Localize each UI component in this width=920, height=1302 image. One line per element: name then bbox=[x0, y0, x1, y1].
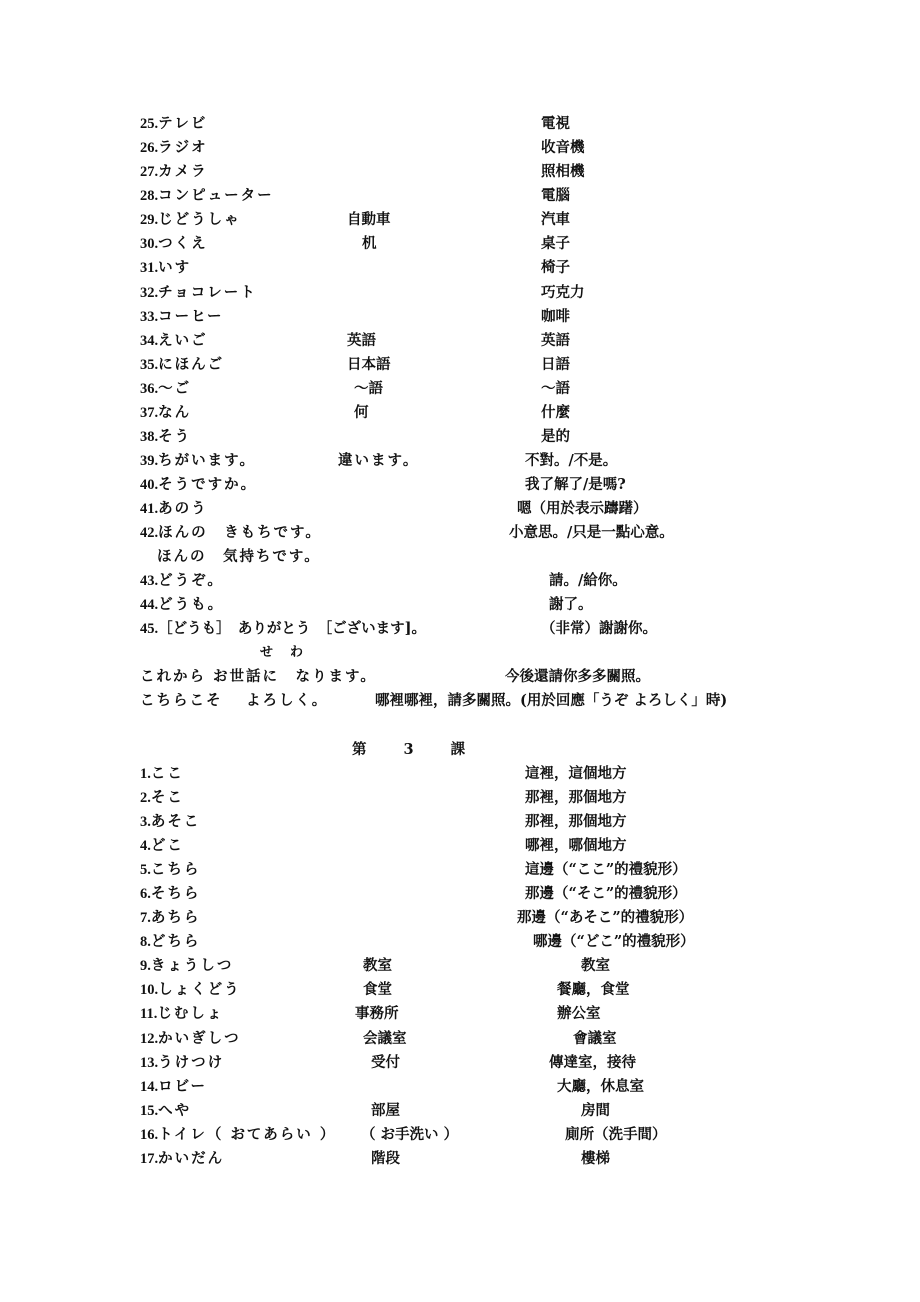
vocab-row bbox=[140, 812, 200, 832]
item-meaning: 什麼 bbox=[541, 404, 570, 421]
item-kana: そこ bbox=[150, 789, 184, 806]
item-number: 16. bbox=[140, 1127, 159, 1143]
vocab-row bbox=[140, 114, 207, 134]
item-kana: あちら bbox=[150, 909, 201, 926]
item-kanji: 英語 bbox=[347, 332, 376, 349]
item-kanji: 階段 bbox=[371, 1150, 400, 1167]
vocab-row bbox=[140, 860, 200, 880]
item-meaning: 餐廳，食堂 bbox=[557, 981, 630, 998]
vocab-row bbox=[140, 499, 208, 519]
item-meaning: 汽車 bbox=[541, 211, 570, 228]
item-meaning: ～語 bbox=[541, 380, 570, 397]
vocab-row bbox=[140, 836, 184, 856]
item-kana: どちら bbox=[150, 933, 201, 950]
item-kana: かいだん bbox=[158, 1150, 225, 1167]
item-meaning: 我了解了/是嗎? bbox=[525, 476, 626, 493]
vocab-row bbox=[140, 619, 426, 639]
vocab-row bbox=[140, 162, 208, 182]
item-meaning: 廁所（洗手間） bbox=[565, 1126, 667, 1143]
item-meaning: 這邊（“ここ”的禮貌形） bbox=[525, 861, 687, 878]
vocab-row bbox=[140, 258, 191, 278]
item-kanji-continuation: ほんの 気持ちです。 bbox=[157, 548, 321, 565]
item-meaning: 英語 bbox=[541, 332, 570, 349]
item-number: 35. bbox=[140, 357, 159, 373]
vocab-row bbox=[140, 403, 191, 423]
item-meaning: 樓梯 bbox=[581, 1150, 610, 1167]
item-meaning: 桌子 bbox=[541, 235, 570, 252]
item-kana: トイレ（ おてあらい ） bbox=[158, 1126, 337, 1143]
item-number: 1. bbox=[140, 766, 151, 782]
item-number: 13. bbox=[140, 1055, 159, 1071]
item-kanji: 受付 bbox=[371, 1054, 400, 1071]
vocab-row bbox=[140, 523, 322, 543]
item-number: 39. bbox=[140, 453, 159, 469]
item-kana: ロビー bbox=[158, 1078, 208, 1095]
vocab-row bbox=[140, 980, 241, 1000]
item-kana: ラジオ bbox=[158, 139, 208, 156]
item-meaning: 不對。/不是。 bbox=[525, 452, 618, 469]
item-meaning: 請。/給你。 bbox=[549, 572, 627, 589]
vocab-row bbox=[140, 1004, 223, 1024]
item-number: 33. bbox=[140, 309, 159, 325]
item-number: 9. bbox=[140, 958, 151, 974]
item-kana: そうですか。 bbox=[158, 476, 258, 493]
vocab-row bbox=[140, 1077, 207, 1097]
item-kanji: ～語 bbox=[354, 380, 383, 397]
item-number: 28. bbox=[140, 188, 159, 204]
item-number: 26. bbox=[140, 140, 159, 156]
item-number: 45. bbox=[140, 621, 159, 637]
item-meaning: 教室 bbox=[581, 957, 610, 974]
vocab-row bbox=[140, 1149, 224, 1169]
item-meaning: 傳達室，接待 bbox=[549, 1054, 636, 1071]
item-meaning: 哪裡，哪個地方 bbox=[525, 837, 627, 854]
item-meaning: 電腦 bbox=[541, 187, 570, 204]
vocab-row bbox=[140, 595, 224, 615]
item-meaning: 那裡，那個地方 bbox=[525, 813, 627, 830]
item-number: 44. bbox=[140, 597, 159, 613]
item-meaning: 這裡，這個地方 bbox=[525, 765, 627, 782]
vocab-row bbox=[140, 138, 208, 158]
item-kanji: 何 bbox=[354, 404, 369, 421]
item-kana: じどうしゃ bbox=[158, 211, 241, 228]
item-kana: かいぎしつ bbox=[158, 1030, 241, 1047]
vocab-row bbox=[140, 355, 224, 375]
item-number: 41. bbox=[140, 501, 159, 517]
item-meaning: 大廳，休息室 bbox=[557, 1078, 644, 1095]
item-meaning: 謝了。 bbox=[549, 596, 593, 613]
item-meaning: 小意思。/只是一點心意。 bbox=[509, 524, 674, 541]
item-kana: チョコレート bbox=[158, 284, 257, 301]
item-kana: カメラ bbox=[158, 163, 208, 180]
phrase-jp: これから お世話に なります。 bbox=[140, 668, 377, 685]
item-kana: そう bbox=[158, 428, 192, 445]
item-meaning: 日語 bbox=[541, 356, 570, 373]
vocab-row bbox=[140, 932, 200, 952]
item-number: 38. bbox=[140, 429, 159, 445]
item-number: 12. bbox=[140, 1031, 159, 1047]
furigana: せ わ bbox=[260, 645, 306, 660]
item-meaning: 電視 bbox=[541, 115, 570, 132]
vocab-row bbox=[140, 210, 241, 230]
vocab-row bbox=[140, 1029, 241, 1049]
item-number: 31. bbox=[140, 260, 159, 276]
item-kana: コンピューター bbox=[158, 187, 274, 204]
item-kanji: 自動車 bbox=[347, 211, 391, 228]
item-meaning: 哪邊（“どこ”的禮貌形） bbox=[533, 933, 695, 950]
vocab-row bbox=[140, 451, 256, 471]
item-kana: えいご bbox=[158, 332, 208, 349]
vocab-row bbox=[140, 788, 184, 808]
item-number: 11. bbox=[140, 1006, 158, 1022]
item-number: 37. bbox=[140, 405, 159, 421]
item-number: 4. bbox=[140, 838, 151, 854]
vocab-row bbox=[140, 379, 191, 399]
item-kana: こちら bbox=[150, 861, 201, 878]
item-kana: あのう bbox=[158, 500, 208, 517]
item-meaning: 辦公室 bbox=[557, 1005, 601, 1022]
item-kanji: 日本語 bbox=[347, 356, 391, 373]
phrase-jp: こちらこそ よろしく。 bbox=[140, 692, 329, 709]
item-kana: ちがいます。 bbox=[158, 452, 256, 469]
item-kana: ［どうも］ ありがとう ［ございます]。 bbox=[158, 620, 426, 637]
item-number: 17. bbox=[140, 1151, 159, 1167]
item-number: 2. bbox=[140, 790, 151, 806]
item-meaning: 那邊（“そこ”的禮貌形） bbox=[525, 885, 687, 902]
vocab-row bbox=[140, 427, 191, 447]
item-meaning: 是的 bbox=[541, 428, 570, 445]
item-number: 36. bbox=[140, 381, 159, 397]
item-kana: しょくどう bbox=[158, 981, 241, 998]
item-number: 29. bbox=[140, 212, 159, 228]
vocab-row bbox=[140, 186, 274, 206]
phrase-meaning: 今後還請你多多關照。 bbox=[505, 668, 650, 685]
item-meaning: 收音機 bbox=[541, 139, 585, 156]
phrase-meaning: 哪裡哪裡，請多關照。(用於回應「うぞ よろしく」時) bbox=[375, 692, 728, 709]
item-number: 32. bbox=[140, 285, 159, 301]
item-meaning: 會議室 bbox=[573, 1030, 617, 1047]
item-kana: にほんご bbox=[158, 356, 225, 373]
vocab-row bbox=[140, 956, 233, 976]
item-number: 7. bbox=[140, 910, 151, 926]
item-number: 5. bbox=[140, 862, 151, 878]
item-meaning: （非常）謝謝你。 bbox=[541, 620, 657, 637]
item-number: 14. bbox=[140, 1079, 159, 1095]
vocab-row bbox=[140, 331, 208, 351]
item-kana: うけつけ bbox=[158, 1054, 225, 1071]
vocab-row bbox=[140, 884, 200, 904]
item-number: 43. bbox=[140, 573, 159, 589]
item-number: 10. bbox=[140, 982, 159, 998]
item-number: 30. bbox=[140, 236, 159, 252]
item-kana: コーヒー bbox=[158, 308, 224, 325]
vocab-row bbox=[140, 908, 200, 928]
item-kana: じむしょ bbox=[157, 1005, 224, 1022]
item-number: 6. bbox=[140, 886, 151, 902]
item-number: 27. bbox=[140, 164, 159, 180]
item-kana: ほんの きもちです。 bbox=[158, 524, 322, 541]
item-kana: きょうしつ bbox=[150, 957, 234, 974]
item-meaning: 椅子 bbox=[541, 259, 570, 276]
item-meaning: 咖啡 bbox=[541, 308, 570, 325]
item-number: 34. bbox=[140, 333, 159, 349]
item-kanji: 食堂 bbox=[363, 981, 392, 998]
item-number: 25. bbox=[140, 116, 159, 132]
item-kanji: 事務所 bbox=[355, 1005, 399, 1022]
item-kanji: 会議室 bbox=[363, 1030, 407, 1047]
item-number: 8. bbox=[140, 934, 151, 950]
item-kana: テレビ bbox=[158, 115, 208, 132]
vocab-row bbox=[140, 764, 184, 784]
item-kana: ～ご bbox=[158, 380, 192, 397]
item-meaning: 房間 bbox=[581, 1102, 610, 1119]
lesson-title: 第 3 課 bbox=[352, 741, 482, 758]
vocab-row bbox=[140, 475, 257, 495]
vocab-row bbox=[140, 307, 224, 327]
item-meaning: 照相機 bbox=[541, 163, 585, 180]
item-kana: へや bbox=[158, 1102, 192, 1119]
item-kana: ここ bbox=[150, 765, 184, 782]
item-meaning: 巧克力 bbox=[541, 284, 585, 301]
item-kana: そちら bbox=[150, 885, 201, 902]
item-kanji: （ お手洗い ） bbox=[361, 1126, 459, 1143]
item-number: 3. bbox=[140, 814, 151, 830]
item-meaning: 嗯（用於表示躊躇） bbox=[517, 500, 648, 517]
vocab-row bbox=[140, 234, 208, 254]
item-number: 42. bbox=[140, 525, 159, 541]
item-meaning: 那邊（“あそこ”的禮貌形） bbox=[517, 909, 694, 926]
item-kana: いす bbox=[158, 259, 192, 276]
item-kana: どうぞ。 bbox=[158, 572, 224, 589]
vocab-row bbox=[140, 283, 257, 303]
item-kanji: 部屋 bbox=[371, 1102, 400, 1119]
item-kana: なん bbox=[158, 404, 192, 421]
vocab-row bbox=[140, 1101, 191, 1121]
item-kana: どこ bbox=[150, 837, 184, 854]
vocab-row bbox=[140, 571, 224, 591]
vocab-row bbox=[140, 1053, 224, 1073]
item-meaning: 那裡，那個地方 bbox=[525, 789, 627, 806]
item-kanji: 教室 bbox=[363, 957, 392, 974]
item-number: 15. bbox=[140, 1103, 159, 1119]
item-kana: あそこ bbox=[150, 813, 201, 830]
item-number: 40. bbox=[140, 477, 159, 493]
item-kana: つくえ bbox=[158, 235, 208, 252]
item-kanji: 机 bbox=[362, 235, 377, 252]
item-kanji: 違います。 bbox=[338, 452, 420, 469]
item-kana: どうも。 bbox=[158, 596, 225, 613]
vocab-row bbox=[140, 1125, 336, 1145]
